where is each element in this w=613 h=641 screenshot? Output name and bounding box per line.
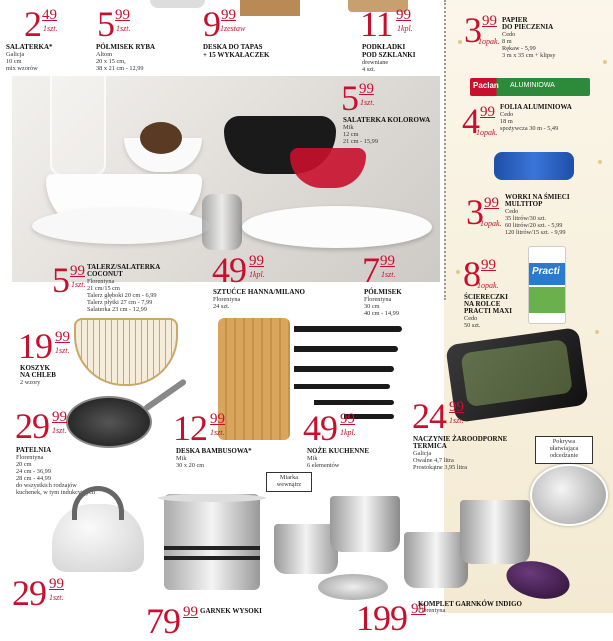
trash-bags-image: [494, 152, 574, 180]
price-worki: 3 99 1opak.: [466, 192, 502, 232]
sparkle-dot: [603, 60, 607, 64]
callout-box: Miarka wewnątrz: [266, 472, 312, 492]
product-desc: Cedo 50 szt.: [464, 315, 481, 329]
pan-handle-image: [143, 378, 187, 412]
stockpot-image: [164, 494, 260, 590]
product-name: DESKA DO TAPAS: [203, 43, 263, 51]
coconut-image: [140, 122, 182, 154]
product-desc: Florentyna 30 cm 40 cm - 14,99: [364, 296, 399, 317]
product-desc: Florentyna 20 cm 24 cm - 36,99 28 cm - 44,99 do wszystkich rodzajów kuchenek, w tym indukcyjnych: [16, 454, 96, 496]
product-desc: Cedo 35 litrów/30 szt. 60 litrów/20 szt. - 5,99 120 litrów/15 szt. - 9,99: [505, 208, 566, 236]
price-komplet: 199 99: [356, 598, 426, 638]
product-name: PÓŁMISEK RYBA: [96, 43, 156, 51]
product-name: GARNEK WYSOKI: [200, 607, 262, 615]
product-name: KOSZYK: [20, 364, 50, 372]
product-name: SZTUĆCE HANNA/MILANO: [213, 288, 305, 296]
price-naczynie: 24 99 1szt.: [412, 396, 464, 436]
sparkle-dot: [598, 160, 602, 164]
price-patelnia: 29 99 1szt.: [15, 406, 67, 446]
product-name: DESKA BAMBUSOWA*: [176, 447, 252, 455]
price-podkladki: 11 99 1kpl.: [360, 4, 413, 44]
product-name-2: NA ROLCE: [464, 300, 501, 308]
price-deska-tapas: 9 99 1zestaw: [203, 4, 246, 44]
pot-set-image: [274, 496, 530, 606]
red-bowl-image: [290, 148, 366, 188]
pack-label: ALUMINIOWA: [510, 82, 555, 89]
brand-logo: Paclan: [473, 81, 499, 90]
product-desc: Mik 30 x 20 cm: [176, 455, 205, 469]
price-sztucce: 49 99 1kpl.: [212, 250, 265, 290]
product-desc: Mik 6 elementów: [307, 455, 340, 469]
product-desc: Cedo 18 m spożywcza 30 m - 5,49: [500, 111, 559, 132]
product-desc: Galicja Owalne 4,7 litra Prostokątne 3,95 litra: [413, 450, 468, 471]
callout-box: Pokrywa ułatwiająca odcedzanie: [535, 436, 593, 464]
product-name: SALATERKA KOLOROWA: [343, 116, 431, 124]
product-name-2: TERMICA: [413, 442, 447, 450]
product-name: PAPIER: [502, 16, 528, 24]
product-name-2: + 15 WYKAŁACZEK: [203, 51, 270, 59]
price-czajnik: 29 99 1szt.: [12, 573, 64, 613]
price-koszyk: 19 99 1szt.: [18, 326, 70, 366]
dotted-divider: [444, 0, 446, 300]
glass-vase-image: [50, 76, 106, 176]
product-desc: Cedo 8 m Rękaw - 5,99 3 m x 35 cm + klipsy: [502, 31, 556, 59]
product-name-2: COCONUT: [87, 270, 123, 278]
product-name-3: PRACTI MAXI: [464, 307, 513, 315]
plate-image: [32, 208, 210, 244]
price-sciereczki: 8 99 1opak.: [463, 254, 499, 294]
product-name: WORKI NA ŚMIECI: [505, 193, 570, 201]
price-noze: 49 99 1kpl.: [303, 408, 356, 448]
cutlery-image: [202, 194, 242, 250]
price-polmisek: 7 99 1szt.: [362, 250, 396, 290]
product-desc: Galicja 10 cm mix wzorów: [6, 51, 38, 72]
price-salaterka: 2 49 1szt.: [24, 4, 58, 44]
price-folia: 4 99 1opak.: [462, 101, 498, 141]
product-name: PODKŁADKI: [362, 43, 406, 51]
product-desc: Florentyna: [418, 607, 446, 614]
product-name: TALERZ/SALATERKA: [87, 263, 161, 271]
price-garnek-wysoki: 79 99: [146, 601, 198, 641]
product-desc: 2 wzory: [20, 379, 41, 386]
bamboo-board-image: [218, 318, 290, 440]
product-desc: Florentyna 21 cm/15 cm Talerz głęboki 20 cm - 6,99 Talerz płytki 27 cm - 7,99 Salaterka 23 cm - 12,99: [87, 278, 157, 313]
product-name: FOLIA ALUMINIOWA: [500, 103, 572, 111]
product-name: NOŻE KUCHENNE: [307, 447, 370, 455]
product-name: KOMPLET GARNKÓW INDIGO: [418, 600, 522, 608]
price-polmisek-ryba: 5 99 1szt.: [97, 4, 131, 44]
bowl-image: [150, 0, 205, 8]
product-desc: Altom 20 x 15 cm, 38 x 21 cm - 12,99: [96, 51, 144, 72]
price-deska-bambusowa: 12 99 1szt.: [173, 408, 225, 448]
product-name: SALATERKA*: [6, 43, 53, 51]
product-desc: drewniane 4 szt.: [362, 59, 389, 73]
product-name-2: NA CHLEB: [20, 371, 56, 379]
product-desc: Florentyna 24 szt.: [213, 296, 241, 310]
foil-pack-image: [470, 78, 590, 96]
price-papier: 3 99 1opak.: [464, 10, 500, 50]
product-name: ŚCIERECZKI: [464, 293, 508, 301]
brand-logo: Practi: [532, 266, 560, 277]
price-salaterka-kolorowa: 5 99 1szt.: [341, 78, 375, 118]
product-name: NACZYNIE ŻAROODPORNE: [413, 435, 508, 443]
product-name: PATELNIA: [16, 446, 52, 454]
bread-basket-image: [74, 318, 178, 386]
product-name: PÓŁMISEK: [364, 288, 402, 296]
platter-image: [242, 206, 432, 248]
product-name-2: DO PIECZENIA: [502, 23, 554, 31]
price-talerz-coconut: 5 99 1szt.: [52, 260, 86, 300]
product-name-2: POD SZKLANKI: [362, 51, 416, 59]
practi-roll-image: [528, 246, 566, 324]
product-name-2: MULTITOP: [505, 200, 543, 208]
sparkle-dot: [595, 330, 599, 334]
sparkle-dot: [458, 40, 462, 44]
frying-pan-image: [66, 396, 152, 448]
tapas-board-image: [240, 0, 300, 16]
lid-closeup-image: [530, 464, 608, 526]
product-desc: Mik 12 cm 21 cm - 15,99: [343, 124, 378, 145]
sparkle-dot: [456, 270, 460, 274]
